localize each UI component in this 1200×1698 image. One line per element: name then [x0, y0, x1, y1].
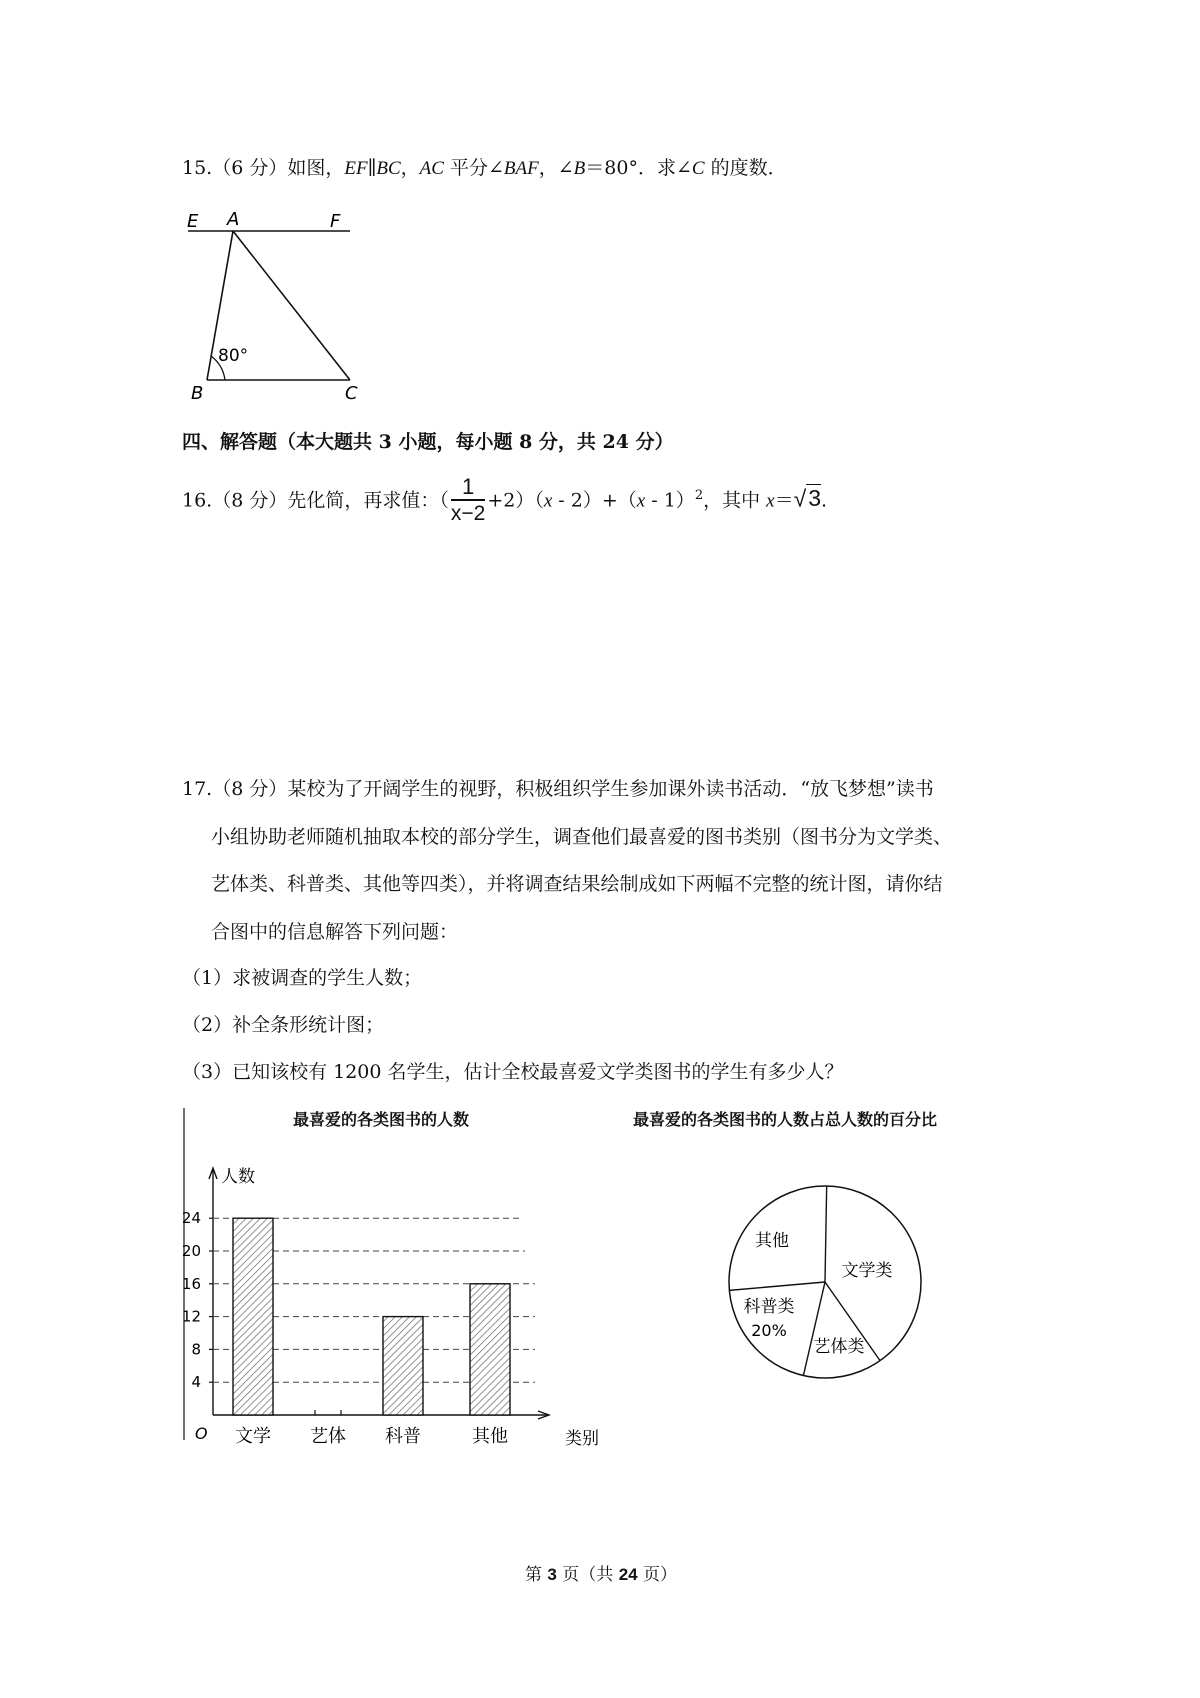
fraction-numerator: 1 — [451, 475, 485, 501]
slice-label-艺体类: 艺体类 — [813, 1337, 865, 1357]
y-tick-label-24: 24 — [181, 1209, 201, 1228]
section-heading: 四、解答题（本大题共 3 小题，每小题 8 分，共 24 分） — [182, 431, 674, 453]
label-b: B — [191, 383, 204, 404]
total-pages: 24 — [618, 1565, 638, 1584]
footer-text-1: 第 — [525, 1565, 548, 1585]
q17-sub-2: （2）补全条形统计图； — [182, 1014, 385, 1036]
q15-ac: AC — [419, 158, 444, 179]
y-tick-label-8: 8 — [191, 1340, 201, 1359]
pie-chart — [720, 1170, 950, 1400]
q16-end: . — [821, 489, 828, 512]
x-tick-label-科普: 科普 — [385, 1426, 421, 1447]
q16-exponent: 2 — [694, 488, 704, 503]
q15-comma2: ，∠ — [538, 157, 574, 179]
q16-prefix: 16.（8 分）先化简，再求值：（ — [182, 489, 449, 512]
slice-label-科普类: 科普类 — [743, 1297, 795, 1317]
bar-科普 — [383, 1317, 423, 1415]
q15-baf: BAF — [503, 158, 539, 179]
slice-label-其他: 其他 — [755, 1231, 789, 1251]
fraction-denominator: x−2 — [450, 502, 486, 526]
label-c: C — [345, 383, 358, 404]
y-tick-label-16: 16 — [181, 1274, 201, 1293]
q16-x2: x — [636, 490, 646, 512]
y-tick-label-12: 12 — [181, 1307, 201, 1326]
q15-prefix: 15.（6 分）如图， — [182, 157, 345, 179]
q17-sub-3: （3）已知该校有 1200 名学生，估计全校最喜爱文学类图书的学生有多少人？ — [182, 1061, 844, 1083]
y-tick-label-20: 20 — [181, 1242, 201, 1260]
bar-chart — [180, 1100, 610, 1450]
q17-sub-1: （1）求被调查的学生人数； — [182, 967, 423, 989]
q17-line-4: 合图中的信息解答下列问题： — [211, 921, 459, 943]
label-e: E — [187, 211, 199, 232]
question-15 — [182, 156, 787, 181]
q15-comma: ， — [400, 157, 420, 179]
slice-label-文学类: 文学类 — [841, 1261, 893, 1281]
x-tick-label-艺体: 艺体 — [310, 1426, 346, 1447]
q16-x3: x — [766, 490, 775, 512]
page-footer — [525, 1563, 677, 1587]
q17-line-3: 艺体类、科普类、其他等四类），并将调查结果绘制成如下两幅不完整的统计图，请你结 — [211, 873, 943, 895]
fraction — [451, 475, 485, 527]
sqrt-radicand: 3 — [808, 485, 822, 512]
bar-其他 — [470, 1284, 510, 1415]
q15-bisect: 平分∠ — [443, 157, 504, 179]
x-axis-label: 类别 — [565, 1429, 599, 1449]
bar-chart-title: 最喜爱的各类图书的人数 — [293, 1110, 470, 1129]
q15-suffix: 的度数． — [704, 157, 787, 179]
q15-parallel: ∥ — [367, 157, 377, 179]
q17-line-1: 17.（8 分）某校为了开阔学生的视野，积极组织学生参加课外读书活动．“放飞梦想”读书 — [182, 778, 934, 800]
bar-文学 — [233, 1218, 273, 1415]
x-tick-label-文学: 文学 — [235, 1426, 271, 1447]
x-tick-label-其他: 其他 — [472, 1426, 508, 1447]
q16-minus1: - 1） — [645, 489, 695, 512]
sqrt-three — [794, 484, 821, 511]
q16-minus2: - 2）+（ — [552, 489, 637, 512]
question-16 — [182, 470, 828, 526]
q15-eq: ＝80°．求∠ — [585, 157, 692, 179]
label-f: F — [330, 211, 341, 232]
pie-chart-title: 最喜爱的各类图书的人数占总人数的百分比 — [633, 1110, 938, 1129]
q16-where: ，其中 — [703, 489, 767, 512]
y-tick-label-4: 4 — [191, 1373, 201, 1392]
q15-bc: BC — [376, 158, 401, 179]
q15-ef: EF — [344, 158, 368, 179]
page-number: 3 — [547, 1565, 557, 1584]
y-axis-label: 人数 — [221, 1167, 255, 1187]
label-a: A — [227, 209, 240, 230]
footer-text-3: 页） — [637, 1565, 678, 1585]
footer-text-2: 页（共 — [556, 1565, 619, 1585]
origin-label: O — [195, 1424, 208, 1443]
side-ac — [233, 231, 350, 380]
q15-b: B — [573, 158, 586, 179]
slice-percent-科普类: 20% — [751, 1321, 787, 1340]
q15-c: C — [691, 158, 705, 179]
triangle-figure — [175, 205, 375, 405]
q16-after-frac: +2）（ — [487, 489, 544, 512]
q17-line-2: 小组协助老师随机抽取本校的部分学生，调查他们最喜爱的图书类别（图书分为文学类、 — [211, 826, 953, 848]
q16-eq: ＝ — [774, 489, 794, 512]
q16-x1: x — [543, 490, 553, 512]
sqrt-sign: √ — [793, 485, 807, 512]
angle-label-80: 80° — [218, 346, 249, 366]
